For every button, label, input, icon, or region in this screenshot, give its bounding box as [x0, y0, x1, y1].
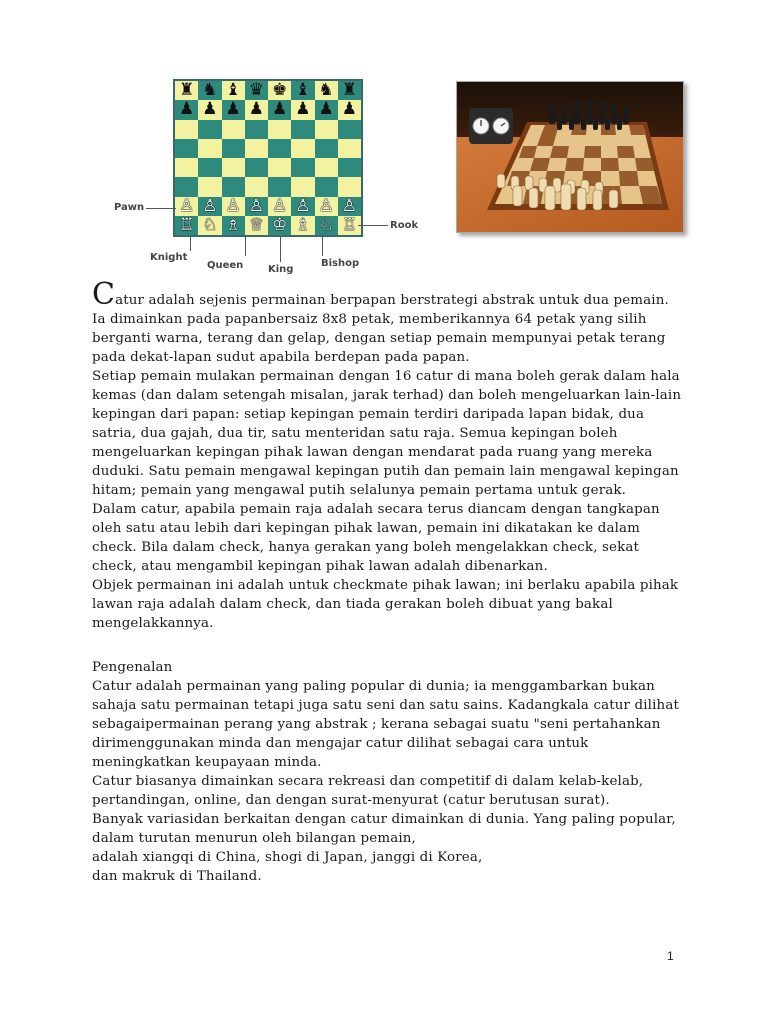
chess-piece-icon: ♖ — [179, 215, 195, 235]
board-square — [268, 120, 291, 139]
intro-text: atur adalah sejenis permainan berpapan berstrategi abstrak untuk dua pemain. Ia dimainkan pada papanbersaiz 8x8 petak, memberikannya 64 petak yang silih berganti warna, terang dan gelap, dengan setiap pemain mempunyai petak terang pada dekat-lapan sudut apabila berdepan pada papan. — [92, 293, 669, 365]
chess-piece-icon: ♟ — [272, 100, 288, 120]
board-square — [268, 158, 291, 177]
board-square — [291, 158, 314, 177]
chess-piece-icon: ♜ — [179, 81, 195, 101]
board-square — [245, 216, 268, 235]
board-square — [198, 197, 221, 216]
pawn-leader-line — [146, 208, 176, 209]
board-square — [222, 81, 245, 100]
paragraph-7c: dan makruk di Thailand. — [92, 869, 262, 884]
board-square — [175, 158, 198, 177]
board-square — [245, 120, 268, 139]
board-square — [268, 81, 291, 100]
board-square — [198, 216, 221, 235]
board-square — [245, 100, 268, 119]
board-square — [198, 100, 221, 119]
board-square — [268, 197, 291, 216]
king-leader-line — [280, 237, 281, 262]
chess-piece-icon: ♞ — [318, 81, 334, 101]
rook-label: Rook — [390, 220, 419, 231]
board-square — [245, 158, 268, 177]
board-square — [175, 100, 198, 119]
queen-label: Queen — [207, 260, 244, 271]
chess-piece-icon: ♚ — [272, 81, 288, 101]
chess-piece-icon: ♛ — [248, 81, 264, 101]
chess-piece-icon: ♕ — [248, 215, 264, 235]
board-square — [268, 100, 291, 119]
board-square — [268, 177, 291, 196]
paragraph-6: Catur biasanya dimainkan secara rekreasi dan competitif di dalam kelab-kelab, pertandingan, online, dan dengan surat-menyurat (catur berutusan surat). — [92, 774, 644, 808]
board-square — [291, 120, 314, 139]
board-square — [175, 120, 198, 139]
paragraph-7b: adalah xiangqi di China, shogi di Japan, janggi di Korea, — [92, 850, 483, 865]
board-square — [222, 216, 245, 235]
chess-piece-icon: ♙ — [179, 196, 195, 216]
chess-piece-icon: ♗ — [225, 215, 241, 235]
board-square — [338, 139, 361, 158]
board-square — [175, 216, 198, 235]
chess-piece-icon: ♟ — [248, 100, 264, 120]
intro-paragraph — [92, 277, 682, 367]
chess-piece-icon: ♟ — [202, 100, 218, 120]
board-square — [175, 81, 198, 100]
board-square — [338, 177, 361, 196]
board-square — [338, 81, 361, 100]
chess-piece-icon: ♔ — [272, 215, 288, 235]
chess-piece-icon: ♙ — [272, 196, 288, 216]
chess-piece-icon: ♜ — [341, 81, 357, 101]
spacer — [92, 633, 682, 658]
board-square — [198, 177, 221, 196]
chess-piece-icon: ♘ — [318, 215, 334, 235]
board-square — [245, 139, 268, 158]
board-square — [291, 216, 314, 235]
board-square — [315, 100, 338, 119]
bishop-leader-line — [322, 237, 323, 256]
board-square — [315, 216, 338, 235]
chess-piece-icon: ♝ — [225, 81, 241, 101]
board-square — [291, 81, 314, 100]
chess-set-photo — [456, 81, 684, 233]
chess-piece-icon: ♙ — [225, 196, 241, 216]
board-square — [315, 197, 338, 216]
article-body — [92, 277, 682, 886]
chess-piece-icon: ♟ — [341, 100, 357, 120]
board-square — [245, 177, 268, 196]
board-square — [338, 120, 361, 139]
paragraph-7a: Banyak variasidan berkaitan dengan catur dimainkan di dunia. Yang paling popular, dalam turutan menurun oleh bilangan pemain, — [92, 812, 676, 846]
board-square — [198, 120, 221, 139]
board-square — [245, 197, 268, 216]
figure-area — [0, 0, 768, 280]
chess-piece-icon: ♙ — [248, 196, 264, 216]
board-square — [222, 139, 245, 158]
board-square — [338, 100, 361, 119]
chess-piece-icon: ♝ — [295, 81, 311, 101]
chess-board-grid — [175, 81, 361, 235]
king-label: King — [268, 264, 294, 275]
chess-piece-icon: ♞ — [202, 81, 218, 101]
paragraph-3: Dalam catur, apabila pemain raja adalah secara terus diancam dengan tangkapan oleh satu atau lebih dari kepingan pihak lawan, pemain ini dikatakan ke dalam check. Bila dalam check, hanya gerakan yang boleh mengelakkan check, sekat check, atau mengambil kepingan pihak lawan adalah dibenarkan. — [92, 502, 660, 574]
queen-leader-line — [245, 237, 246, 256]
board-square — [315, 177, 338, 196]
board-square — [268, 139, 291, 158]
paragraph-5: Catur adalah permainan yang paling popular di dunia; ia menggambarkan bukan sahaja satu permainan tetapi juga satu seni dan satu sains. Kadangkala catur dilihat sebagaipermainan perang yang abstrak ; kerana sebagai suatu "seni pertahankan dirimenggunakan minda dan mengajar catur dilihat sebagai cara untuk meningkatkan keupayaan minda. — [92, 679, 679, 770]
chess-piece-icon: ♟ — [318, 100, 334, 120]
chess-diagram — [173, 79, 363, 237]
board-square — [175, 197, 198, 216]
section-title: Pengenalan — [92, 660, 173, 675]
chess-piece-icon: ♙ — [341, 196, 357, 216]
board-square — [315, 120, 338, 139]
board-square — [222, 197, 245, 216]
pawn-label: Pawn — [114, 202, 145, 213]
chess-piece-icon: ♟ — [179, 100, 195, 120]
board-square — [291, 139, 314, 158]
chess-piece-icon: ♖ — [341, 215, 357, 235]
chess-piece-icon: ♟ — [225, 100, 241, 120]
chess-set-illustration — [457, 82, 683, 232]
paragraph-2: Setiap pemain mulakan permainan dengan 16 catur di mana boleh gerak dalam hala kemas (dan dalam setengah misalan, jarak terhad) dan boleh mengeluarkan lain-lain kepingan dari papan: setiap kepingan pemain terdiri daripada lapan bidak, dua satria, dua gajah, dua tir, satu menteridan satu raja. Semua kepingan boleh mengeluarkan kepingan pihak lawan dengan mendarat pada ruang yang mereka duduki. Satu pemain mengawal kepingan putih dan pemain lain mengawal kepingan hitam; pemain yang mengawal putih selalunya pemain pertama untuk gerak. — [92, 369, 682, 498]
rook-leader-line — [358, 225, 388, 226]
board-square — [338, 197, 361, 216]
board-square — [222, 158, 245, 177]
board-square — [198, 81, 221, 100]
drop-cap: C — [92, 277, 116, 312]
board-square — [315, 81, 338, 100]
page-number: 1 — [667, 949, 674, 963]
paragraph-4: Objek permainan ini adalah untuk checkmate pihak lawan; ini berlaku apabila pihak lawan raja adalah dalam check, dan tiada gerakan boleh dibuat yang bakal mengelakkannya. — [92, 578, 679, 631]
board-square — [338, 158, 361, 177]
knight-leader-line — [190, 237, 191, 251]
board-square — [175, 139, 198, 158]
board-square — [315, 139, 338, 158]
board-square — [268, 216, 291, 235]
board-square — [245, 81, 268, 100]
board-square — [291, 197, 314, 216]
board-square — [291, 177, 314, 196]
knight-label: Knight — [150, 252, 188, 263]
board-square — [222, 100, 245, 119]
board-square — [198, 139, 221, 158]
chess-piece-icon: ♟ — [295, 100, 311, 120]
board-square — [222, 177, 245, 196]
chess-piece-icon: ♘ — [202, 215, 218, 235]
chess-piece-icon: ♙ — [318, 196, 334, 216]
bishop-label: Bishop — [321, 258, 360, 269]
board-square — [175, 177, 198, 196]
board-square — [315, 158, 338, 177]
chess-piece-icon: ♗ — [295, 215, 311, 235]
board-square — [198, 158, 221, 177]
chess-piece-icon: ♙ — [202, 196, 218, 216]
board-square — [222, 120, 245, 139]
chess-piece-icon: ♙ — [295, 196, 311, 216]
board-square — [291, 100, 314, 119]
